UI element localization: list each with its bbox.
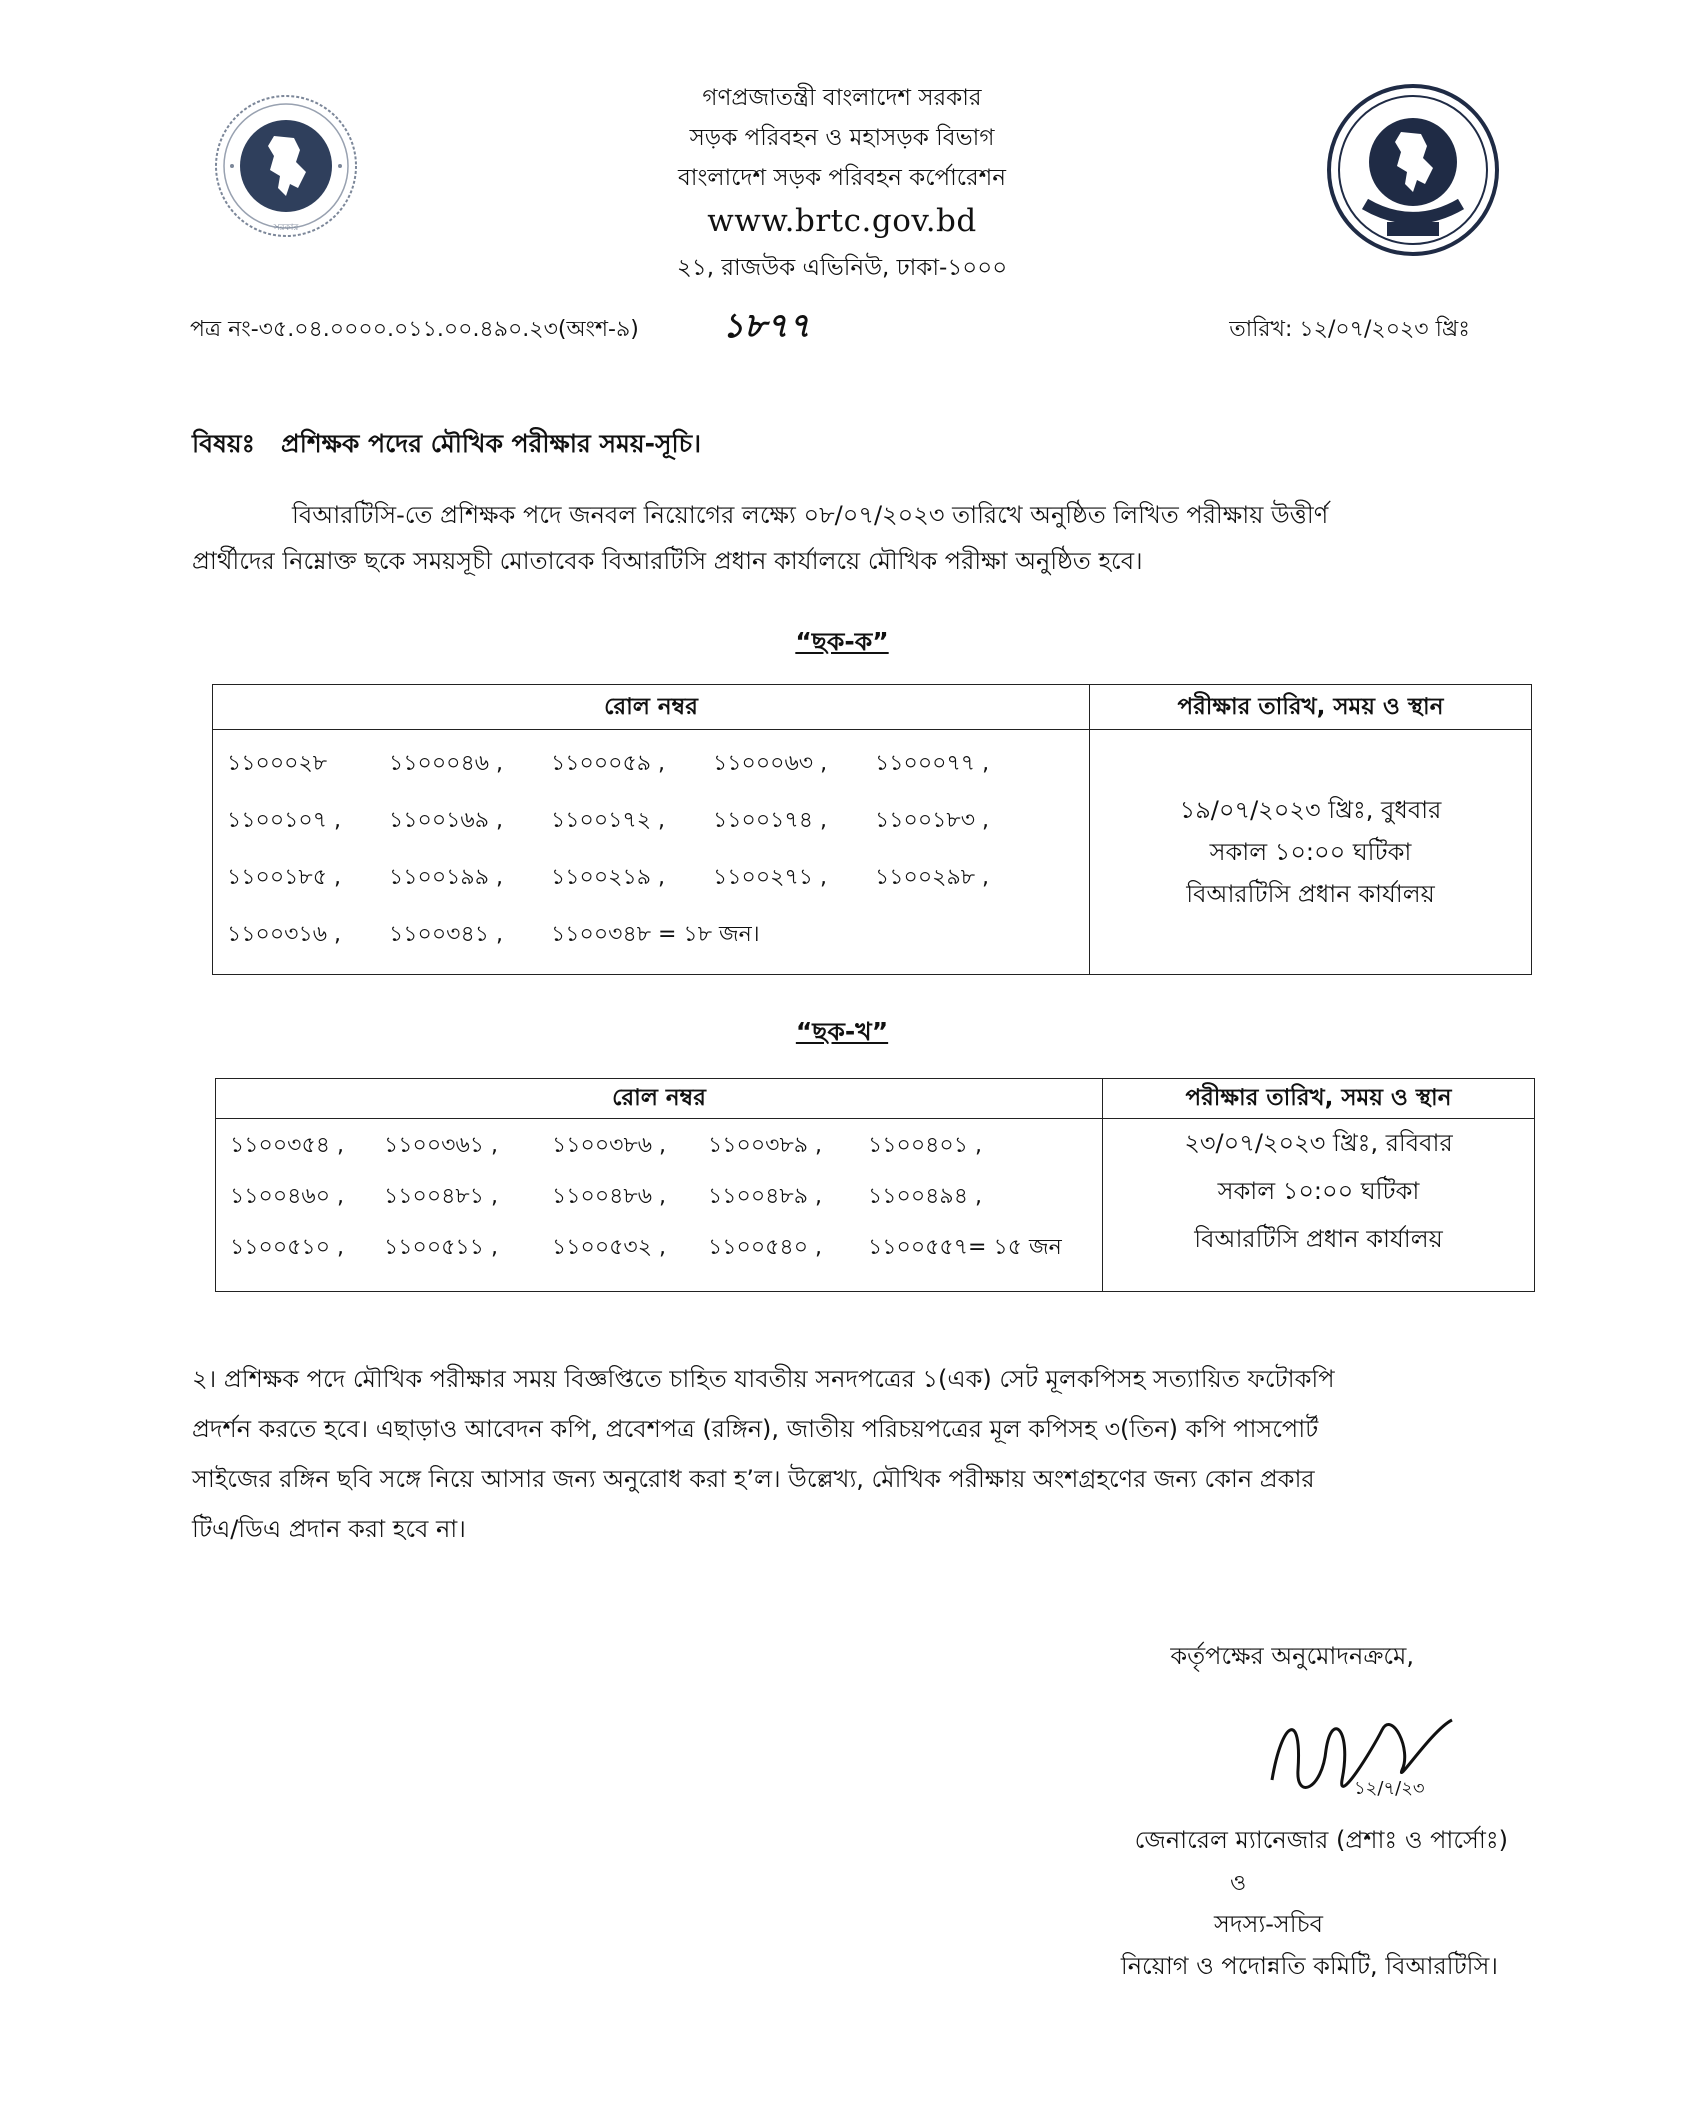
table-a-roll-number: ১১০০৩৪১ , (389, 922, 504, 947)
table-a-title: “ছক-ক” (795, 627, 889, 656)
note-line-1: ২। প্রশিক্ষক পদে মৌখিক পরীক্ষার সময় বিজ্ঞপ্তিতে চাহিত যাবতীয় সনদপত্রের ১(এক) সেট মূলকপিসহ সত্যায়িত ফটোকপি (192, 1365, 1335, 1393)
table-a-roll-number: ১১০০১৮৩ , (875, 808, 990, 833)
table-b-roll-number: ১১০০৫৩২ , (552, 1235, 667, 1260)
memo-date: তারিখ: ১২/০৭/২০২৩ খ্রিঃ (1229, 317, 1470, 342)
table-b-roll-number: ১১০০৩৬১ , (384, 1133, 499, 1158)
table-a-roll-number: ১১০০৩৪৮ = ১৮ জন। (551, 922, 760, 947)
table-a-roll-number: ১১০০২১৯ , (551, 865, 666, 890)
note-line-4: টিএ/ডিএ প্রদান করা হবে না। (192, 1515, 466, 1543)
website-text: www.brtc.gov.bd (707, 203, 977, 239)
table-a-roll-number: ১১০০২৭১ , (713, 865, 828, 890)
svg-text:সরকার: সরকার (273, 223, 299, 233)
division-title: সড়ক পরিবহন ও মহাসড়ক বিভাগ (689, 125, 995, 151)
table-a-roll-number: ১১০০১৬৯ , (389, 808, 504, 833)
table-a-roll-number: ১১০০১৯৯ , (389, 865, 503, 890)
website-link[interactable] (542, 198, 1142, 244)
table-a-roll-number: ১১০০০২৮ (227, 751, 328, 776)
table-b-roll-list (216, 1119, 1103, 1292)
note-line-2: প্রদর্শন করতে হবে। এছাড়াও আবেদন কপি, প্রবেশপত্র (রঙ্গিন), জাতীয় পরিচয়পত্রের মূল কপিসহ ৩(তিন) কপি পাসপোর্ট (192, 1415, 1319, 1443)
intro-line-2: প্রার্থীদের নিম্নোক্ত ছকে সময়সূচী মোতাবেক বিআরটিসি প্রধান কার্যালয়ে মৌখিক পরীক্ষা অনুষ্ঠিত হবে। (192, 547, 1143, 575)
subject-label: বিষয়ঃ (192, 429, 255, 458)
table-b-roll-number: ১১০০৫১০ , (230, 1235, 345, 1260)
table-b-roll-number: ১১০০৫৫৭= ১৫ জন (868, 1235, 1062, 1260)
table-a-time: সকাল ১০:০০ ঘটিকা (1209, 838, 1412, 866)
note-line-3: সাইজের রঙ্গিন ছবি সঙ্গে নিয়ে আসার জন্য অনুরোধ করা হ’ল। উল্লেখ্য, মৌখিক পরীক্ষায় অংশগ্রহণের জন্য কোন প্রকার (192, 1465, 1315, 1493)
signature-date: ১২/৭/২৩ (1354, 1778, 1425, 1799)
subject-line (192, 424, 701, 467)
table-b-roll-number: ১১০০৪৬০ , (230, 1184, 345, 1209)
table-b-roll-number: ১১০০৪৮১ , (384, 1184, 498, 1209)
table-a-info-header: পরীক্ষার তারিখ, সময় ও স্থান (1090, 685, 1532, 730)
signature-scribble-icon (1262, 1690, 1462, 1820)
subject-text: প্রশিক্ষক পদের মৌখিক পরীক্ষার সময়-সূচি। (281, 429, 702, 458)
table-a-header-row (213, 685, 1532, 730)
table-a-roll-number: ১১০০২৯৮ , (875, 865, 990, 890)
table-b-info-header: পরীক্ষার তারিখ, সময় ও স্থান (1103, 1079, 1535, 1119)
table-a-roll-number: ১১০০১৭২ , (551, 808, 666, 833)
signatory-designation: জেনারেল ম্যানেজার (প্রশাঃ ও পার্সোঃ) (1134, 1826, 1508, 1854)
schedule-table-b (215, 1078, 1535, 1292)
table-a-roll-number: ১১০০১০৭ , (227, 808, 342, 833)
signatory-and: ও (1230, 1871, 1247, 1896)
table-b-header-row (216, 1079, 1535, 1119)
table-b-roll-number: ১১০০৪৯৪ , (868, 1184, 982, 1209)
table-b-roll-number: ১১০০৫৪০ , (708, 1235, 823, 1260)
table-b-date: ২৩/০৭/২০২৩ খ্রিঃ, রবিবার (1184, 1129, 1453, 1157)
table-a-info (1090, 730, 1532, 975)
signatory-committee: নিয়োগ ও পদোন্নতি কমিটি, বিআরটিসি। (1120, 1952, 1498, 1980)
table-b-roll-number: ১১০০৩৮৬ , (552, 1133, 667, 1158)
table-b-roll-row (230, 1223, 1088, 1274)
gov-title: গণপ্রজাতন্ত্রী বাংলাদেশ সরকার (702, 85, 982, 111)
table-b-roll-header: রোল নম্বর (216, 1079, 1103, 1119)
table-b-body-row (216, 1119, 1535, 1292)
approval-text: কর্তৃপক্ষের অনুমোদনক্রমে, (1170, 1642, 1414, 1670)
memo-number: পত্র নং-৩৫.০৪.০০০০.০১১.০০.৪৯০.২৩(অংশ-৯) (190, 317, 639, 342)
brtc-logo-icon (1325, 82, 1501, 258)
table-b-roll-row (230, 1121, 1088, 1172)
table-b-roll-number: ১১০০৩৮৯ , (708, 1133, 823, 1158)
office-address: ২১, রাজউক এভিনিউ, ঢাকা-১০০০ (676, 255, 1008, 281)
table-b-roll-row (230, 1172, 1088, 1223)
table-a-roll-header: রোল নম্বর (213, 685, 1090, 730)
table-a-roll-number: ১১০০১৭৪ , (713, 808, 828, 833)
schedule-table-a (212, 684, 1532, 975)
handwritten-memo-number: ১৮৭৭ (722, 306, 811, 346)
table-a-roll-number: ১১০০০৫৯ , (551, 751, 666, 776)
table-a-roll-number: ১১০০০৪৬ , (389, 751, 504, 776)
table-a-roll-number: ১১০০০৭৭ , (875, 751, 990, 776)
table-b-roll-number: ১১০০৪৮৯ , (708, 1184, 822, 1209)
table-a-roll-number: ১১০০১৮৫ , (227, 865, 341, 890)
table-b-time: সকাল ১০:০০ ঘটিকা (1217, 1177, 1420, 1205)
table-a-roll-number: ১১০০০৬৩ , (713, 751, 828, 776)
table-b-roll-number: ১১০০৩৫৪ , (230, 1133, 345, 1158)
government-seal-icon (212, 92, 360, 240)
table-b-roll-number: ১১০০৫১১ , (384, 1235, 498, 1260)
signatory-role: সদস্য-সচিব (1214, 1910, 1323, 1938)
table-b-venue: বিআরটিসি প্রধান কার্যালয় (1194, 1225, 1443, 1253)
table-b-roll-number: ১১০০৪০১ , (868, 1133, 983, 1158)
table-a-roll-row (227, 793, 1075, 850)
table-a-roll-row (227, 850, 1075, 907)
table-a-roll-number: ১১০০৩১৬ , (227, 922, 342, 947)
corporation-title: বাংলাদেশ সড়ক পরিবহন কর্পোরেশন (677, 165, 1007, 191)
intro-line-1: বিআরটিসি-তে প্রশিক্ষক পদে জনবল নিয়োগের লক্ষ্যে ০৮/০৭/২০২৩ তারিখে অনুষ্ঠিত লিখিত পরীক্ষায় উত্তীর্ণ (292, 501, 1329, 529)
table-a-venue: বিআরটিসি প্রধান কার্যালয় (1186, 880, 1435, 908)
table-b-title: “ছক-খ” (795, 1017, 889, 1046)
table-a-roll-row (227, 736, 1075, 793)
table-b-info (1103, 1119, 1535, 1292)
table-a-roll-row (227, 907, 1075, 964)
table-a-roll-list (213, 730, 1090, 975)
table-b-roll-number: ১১০০৪৮৬ , (552, 1184, 667, 1209)
table-a-date: ১৯/০৭/২০২৩ খ্রিঃ, বুধবার (1179, 796, 1442, 824)
table-a-body-row (213, 730, 1532, 975)
